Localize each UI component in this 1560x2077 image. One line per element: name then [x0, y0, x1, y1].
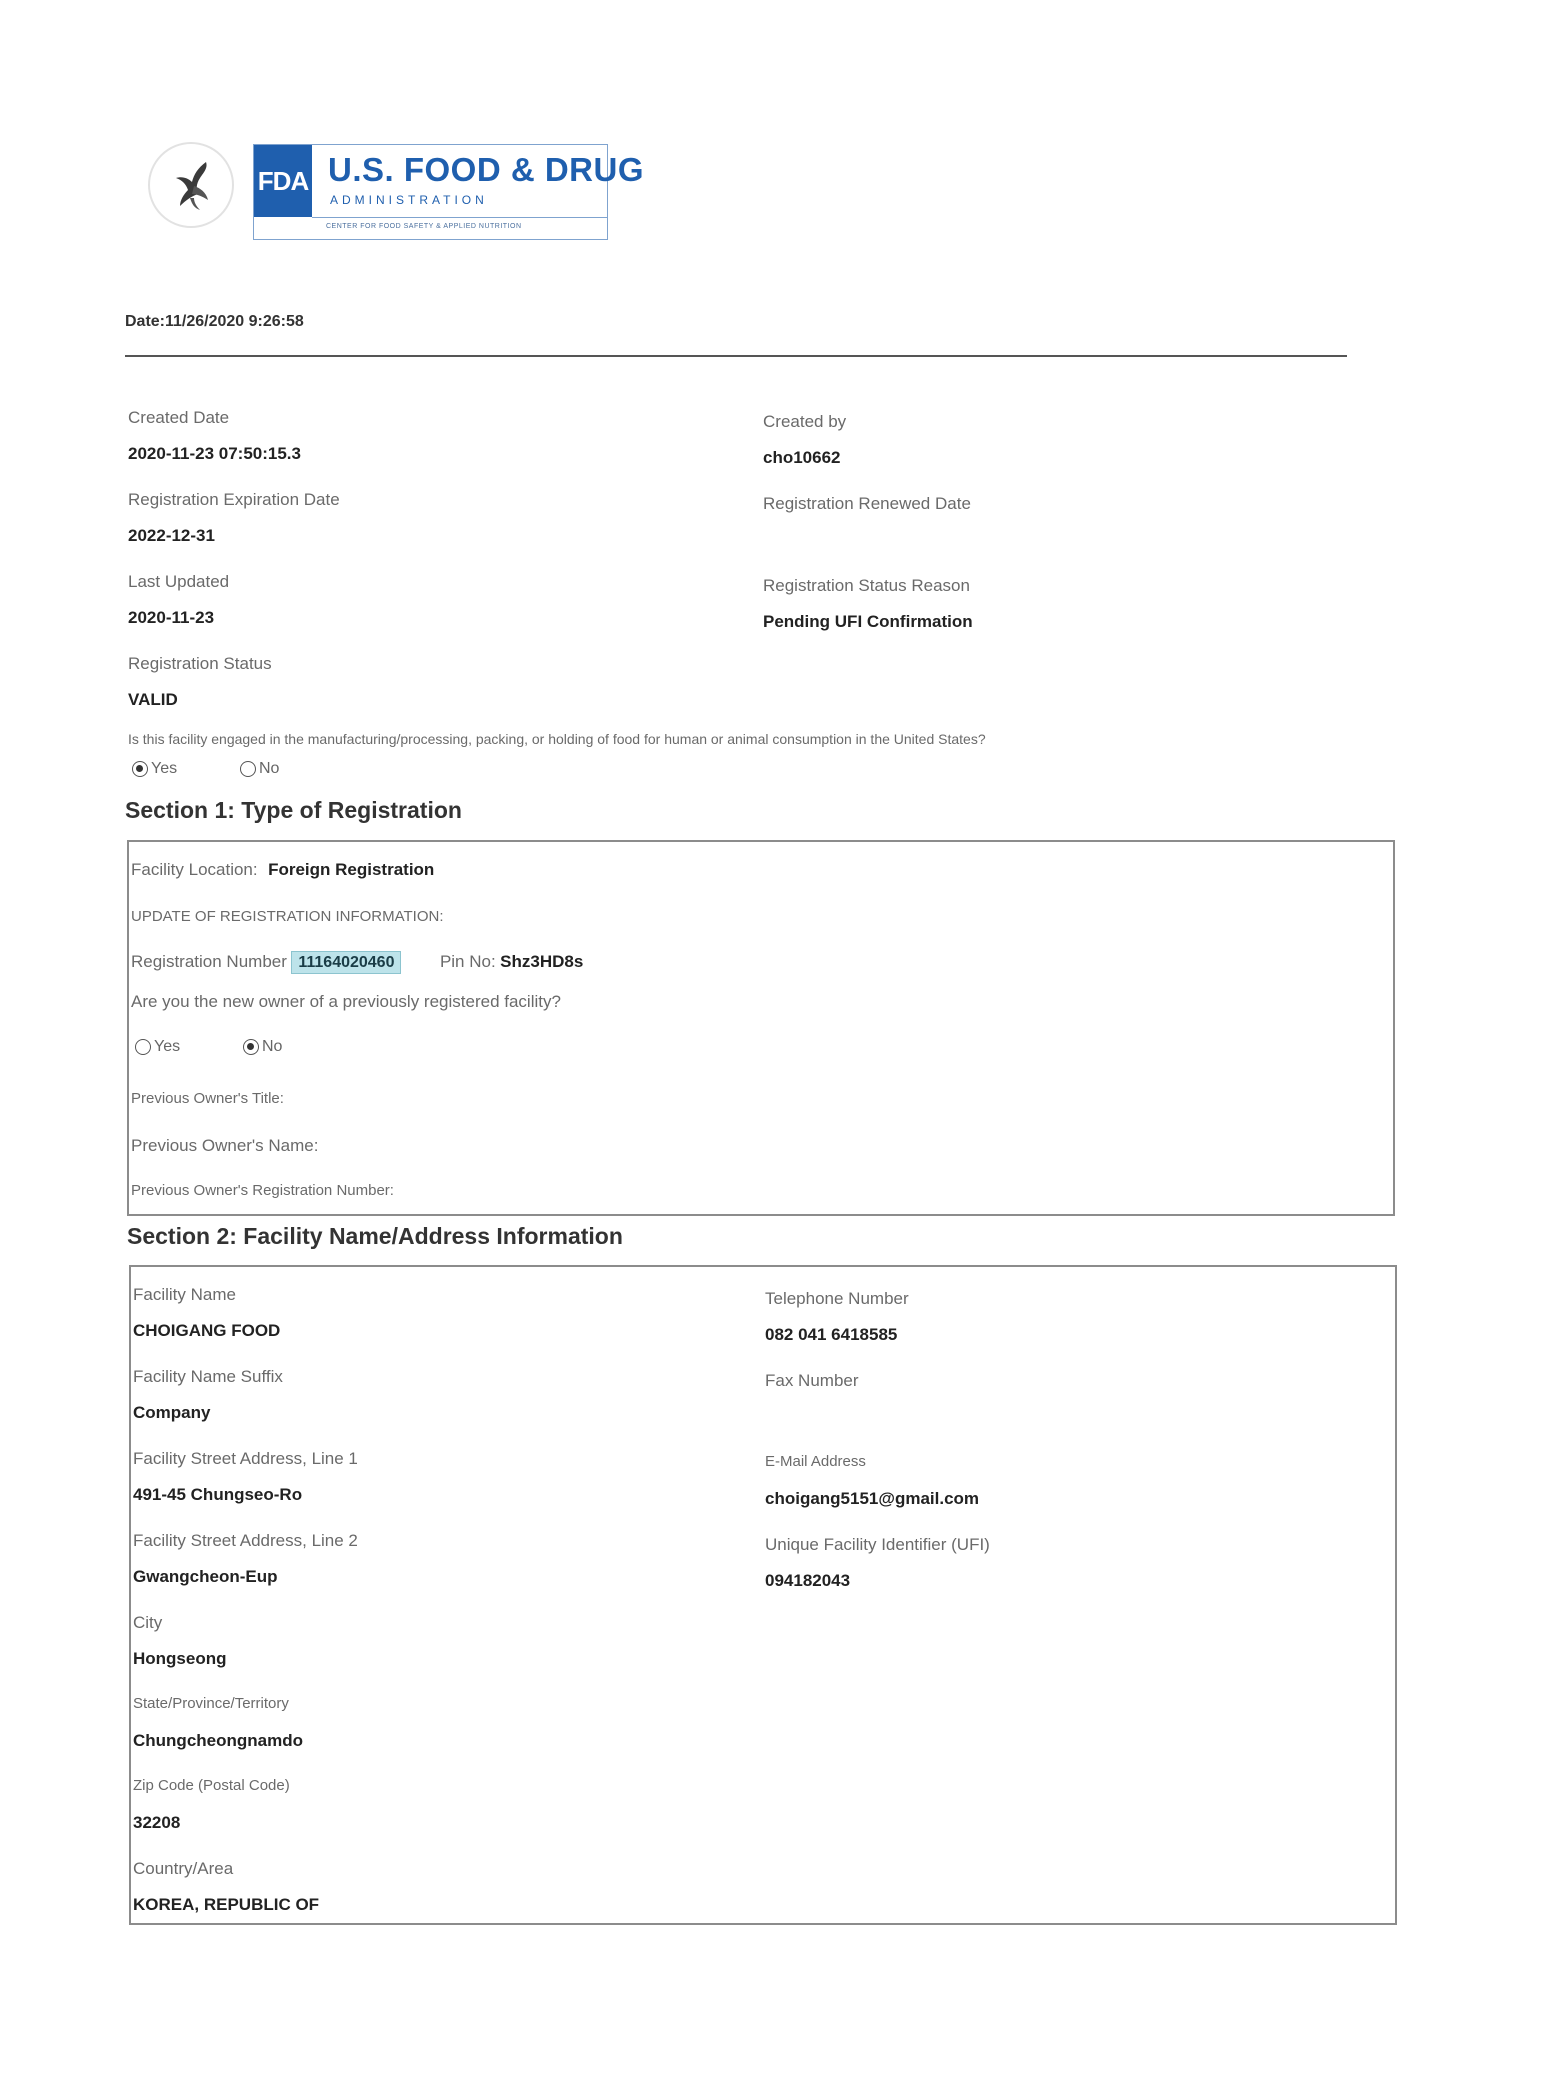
- city-label: City: [133, 1613, 163, 1632]
- fda-logo: [253, 144, 645, 240]
- us-food-question: Is this facility engaged in the manufacturing/processing, packing, or holding of food for human or animal consumption in the United States?: [128, 731, 986, 747]
- facility-location-label: Facility Location:: [131, 860, 258, 879]
- section1-box: [127, 840, 1395, 1216]
- country-value: KOREA, REPUBLIC OF: [133, 1895, 320, 1914]
- state-label: State/Province/Territory: [133, 1695, 289, 1712]
- logo-band-divider: [312, 217, 607, 218]
- country-label: Country/Area: [133, 1859, 234, 1878]
- zip-code-label: Zip Code (Postal Code): [133, 1777, 290, 1794]
- street-line1-value: 491-45 Chungseo-Ro: [133, 1485, 303, 1504]
- logo-title: U.S. FOOD & DRUG: [328, 151, 645, 188]
- us-food-yes-label: Yes: [151, 760, 178, 777]
- new-owner-question: Are you the new owner of a previously registered facility?: [131, 992, 561, 1011]
- us-food-no-radio-icon[interactable]: [240, 761, 256, 777]
- section1-title: Section 1: Type of Registration: [125, 797, 462, 823]
- last-updated-value: 2020-11-23: [128, 608, 215, 627]
- registration-status-label: Registration Status: [128, 654, 272, 673]
- street-line2-label: Facility Street Address, Line 2: [133, 1531, 358, 1550]
- status-reason-value: Pending UFI Confirmation: [763, 612, 973, 631]
- status-reason-label: Registration Status Reason: [763, 576, 970, 595]
- registration-number-field[interactable]: 11164020460: [291, 951, 401, 974]
- new-owner-no-option[interactable]: [243, 1038, 282, 1056]
- pin-value: Shz3HD8s: [500, 952, 584, 971]
- us-food-yes-radio-icon[interactable]: [132, 761, 148, 777]
- city-value: Hongseong: [133, 1649, 227, 1668]
- previous-owner-name-label: Previous Owner's Name:: [131, 1136, 319, 1155]
- fda-mark: FDA: [254, 145, 312, 217]
- us-food-yes-option[interactable]: [132, 760, 177, 778]
- new-owner-yes-radio-icon[interactable]: [135, 1039, 151, 1055]
- ufi-value: 094182043: [765, 1571, 851, 1590]
- new-owner-yes-option[interactable]: [135, 1038, 180, 1056]
- new-owner-yes-label: Yes: [154, 1038, 181, 1055]
- facility-name-suffix-label: Facility Name Suffix: [133, 1367, 283, 1386]
- hhs-seal-icon: [148, 142, 234, 228]
- header-divider: [125, 355, 1347, 357]
- telephone-value: 082 041 6418585: [765, 1325, 898, 1344]
- us-food-no-label: No: [259, 760, 280, 777]
- new-owner-no-radio-icon[interactable]: [243, 1039, 259, 1055]
- pin-label: Pin No:: [439, 952, 496, 971]
- facility-location-value: Foreign Registration: [268, 860, 435, 879]
- telephone-label: Telephone Number: [765, 1289, 909, 1308]
- logo-subtitle: ADMINISTRATION: [330, 193, 488, 207]
- street-line2-value: Gwangcheon-Eup: [133, 1567, 278, 1586]
- facility-location-row: [131, 860, 434, 880]
- street-line1-label: Facility Street Address, Line 1: [133, 1449, 358, 1468]
- created-by-value: cho10662: [763, 448, 841, 467]
- email-value: choigang5151@gmail.com: [765, 1489, 980, 1508]
- created-date-value: 2020-11-23 07:50:15.3: [128, 444, 301, 463]
- print-date: Date:11/26/2020 9:26:58: [125, 313, 304, 330]
- ufi-label: Unique Facility Identifier (UFI): [765, 1535, 990, 1554]
- zip-code-value: 32208: [133, 1813, 181, 1832]
- logo-band-text: CENTER FOR FOOD SAFETY & APPLIED NUTRITION: [326, 223, 522, 230]
- us-food-no-option[interactable]: [240, 760, 279, 778]
- facility-name-value: CHOIGANG FOOD: [133, 1321, 281, 1340]
- last-updated-label: Last Updated: [128, 572, 230, 591]
- section2-title: Section 2: Facility Name/Address Information: [127, 1223, 623, 1249]
- email-label: E-Mail Address: [765, 1453, 866, 1470]
- expiration-date-value: 2022-12-31: [128, 526, 215, 545]
- state-value: Chungcheongnamdo: [133, 1731, 303, 1750]
- facility-name-label: Facility Name: [133, 1285, 236, 1304]
- previous-owner-title-label: Previous Owner's Title:: [131, 1090, 284, 1107]
- section2-box: [129, 1265, 1397, 1925]
- update-heading: UPDATE OF REGISTRATION INFORMATION:: [131, 908, 444, 925]
- expiration-date-label: Registration Expiration Date: [128, 490, 340, 509]
- renewed-date-label: Registration Renewed Date: [763, 494, 971, 513]
- created-date-label: Created Date: [128, 408, 230, 427]
- new-owner-no-label: No: [262, 1038, 283, 1055]
- fax-label: Fax Number: [765, 1371, 859, 1390]
- previous-owner-registration-label: Previous Owner's Registration Number:: [131, 1182, 394, 1199]
- registration-status-value: VALID: [128, 690, 178, 709]
- created-by-label: Created by: [763, 412, 847, 431]
- registration-number-label: Registration Number: [131, 952, 287, 971]
- facility-name-suffix-value: Company: [133, 1403, 211, 1422]
- registration-number-row: [131, 952, 583, 972]
